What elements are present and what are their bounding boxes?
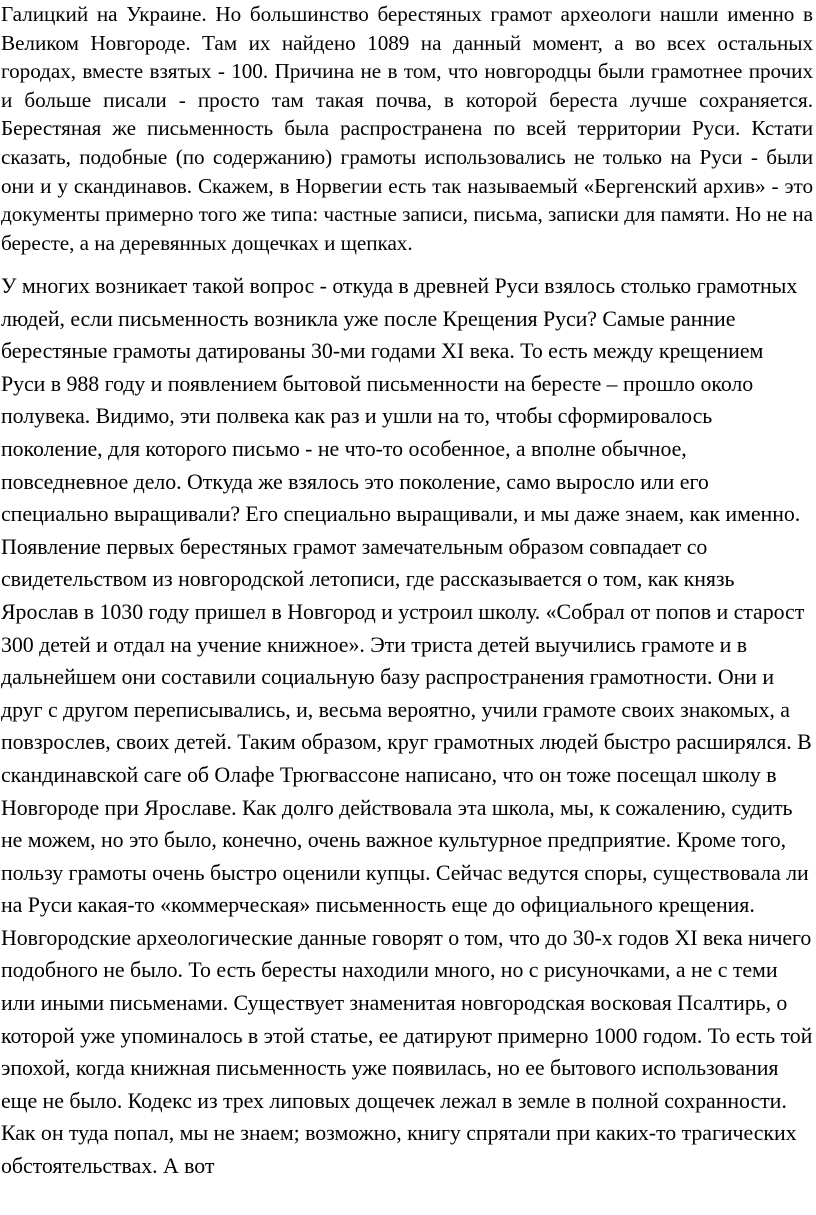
paragraph-birchbark-distribution: Галицкий на Украине. Но большинство берестяных грамот археологи нашли именно в Великом Новгороде. Там их найдено 1089 на данный момент, а во всех остальных городах, вместе взятых - 100. Причина не в том, что новгородцы были грамотнее прочих и больше писали - просто там такая почва, в которой береста лучше сохраняется. Берестяная же письменность была распространена по всей территории Руси. Кстати сказать, подобные (по содержанию) грамоты использовались не только на Руси - были они и у скандинавов. Скажем, в Норвегии есть так называемый «Бергенский архив» - это документы примерно того же типа: частные записи, письма, записки для памяти. Но не на бересте, а на деревянных дощечках и щепках. bbox=[1, 2, 813, 255]
paragraph-literacy-origins: У многих возникает такой вопрос - откуда в древней Руси взялось столько грамотных людей, если письменность возникла уже после Крещения Руси? Самые ранние берестяные грамоты датированы 30-ми годами XI века. То есть между крещением Руси в 988 году и появлением бытовой письменности на бересте – прошло около полувека. Видимо, эти полвека как раз и ушли на то, чтобы сформировалось поколение, для которого письмо - не что-то особенное, а вполне обычное, повседневное дело. Откуда же взялось это поколение, само выросло или его специально выращивали? Его специально выращивали, и мы даже знаем, как именно. Появление первых берестяных грамот замечательным образом совпадает со свидетельством из новгородской летописи, где рассказывается о том, как князь Ярослав в 1030 году пришел в Новгород и устроил школу. «Собрал от попов и старост 300 детей и отдал на учение книжное». Эти триста детей выучились грамоте и в дальнейшем они составили социальную базу распространения грамотности. Они и друг с другом переписывались, и, весьма вероятно, учили грамоте своих знакомых, а повзрослев, своих детей. Таким образом, круг грамотных людей быстро расширялся. В скандинавской саге об Олафе Трюгвассоне написано, что он тоже посещал школу в Новгороде при Ярославе. Как долго действовала эта школа, мы, к сожалению, судить не можем, но это было, конечно, очень важное культурное предприятие. Кроме того, пользу грамоты очень быстро оценили купцы. Сейчас ведутся споры, существовала ли на Руси какая-то «коммерческая» письменность еще до официального крещения. Новгородские археологические данные говорят о том, что до 30-х годов XI века ничего подобного не было. То есть бересты находили много, но с рисуночками, а не с теми или иными письменами. Существует знаменитая новгородская восковая Псалтирь, о которой уже упоминалось в этой статье, ее датируют примерно 1000 годом. То есть той эпохой, когда книжная письменность уже появилась, но ее бытового использования еще не было. Кодекс из трех липовых дощечек лежал в земле в полной сохранности. Как он туда попал, мы не знаем; возможно, книгу спрятали при каких-то трагических обстоятельствах. А вот bbox=[1, 273, 813, 1179]
